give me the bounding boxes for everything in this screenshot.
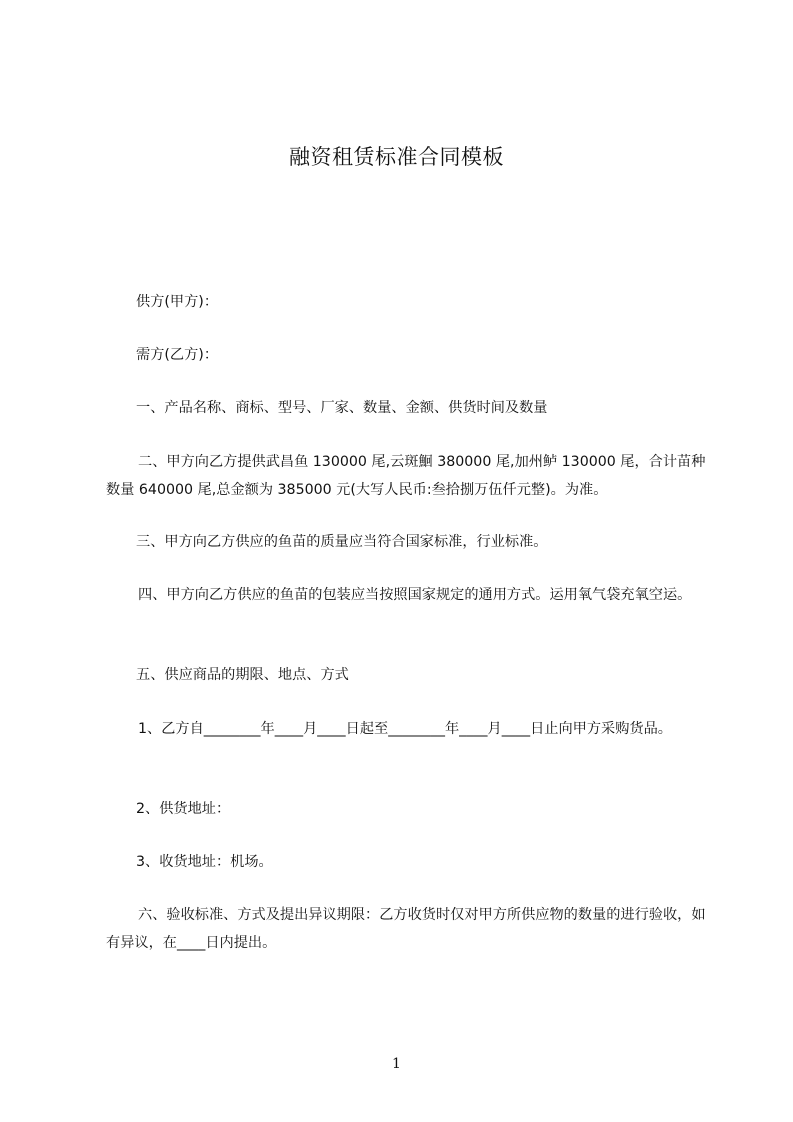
paragraph-item-2: 2、供货地址：: [136, 801, 231, 817]
paragraph-section-2: 二、甲方向乙方提供武昌鱼 130000 尾,云斑鮰 380000 尾,加州鲈 130000 尾，合计苗种数量 640000 尾,总金额为 385000 元(大写人民币:叁拾捌万伍仟元整)。为准。: [106, 454, 706, 498]
paragraph-section-5: 五、供应商品的期限、地点、方式: [136, 667, 349, 683]
document-title: 融资租赁标准合同模板: [289, 145, 504, 169]
paragraph-item-1: 1、乙方自________年____月____日起至________年____月____日止向甲方采购货品。: [138, 721, 672, 737]
paragraph-section-4: 四、甲方向乙方供应的鱼苗的包装应当按照国家规定的通用方式。运用氧气袋充氧空运。: [138, 587, 692, 603]
paragraph-section-6: 六、验收标准、方式及提出异议期限：乙方收货时仅对甲方所供应物的数量的进行验收，如有异议，在____日内提出。: [106, 907, 706, 951]
paragraph-buyer: 需方(乙方)：: [136, 347, 219, 363]
page-number: 1: [392, 1056, 401, 1072]
paragraph-item-3: 3、收货地址：机场。: [136, 854, 273, 870]
paragraph-supplier: 供方(甲方)：: [136, 294, 219, 310]
paragraph-section-3: 三、甲方向乙方供应的鱼苗的质量应当符合国家标准，行业标准。: [136, 534, 548, 550]
paragraph-section-1: 一、产品名称、商标、型号、厂家、数量、金额、供货时间及数量: [136, 400, 548, 416]
